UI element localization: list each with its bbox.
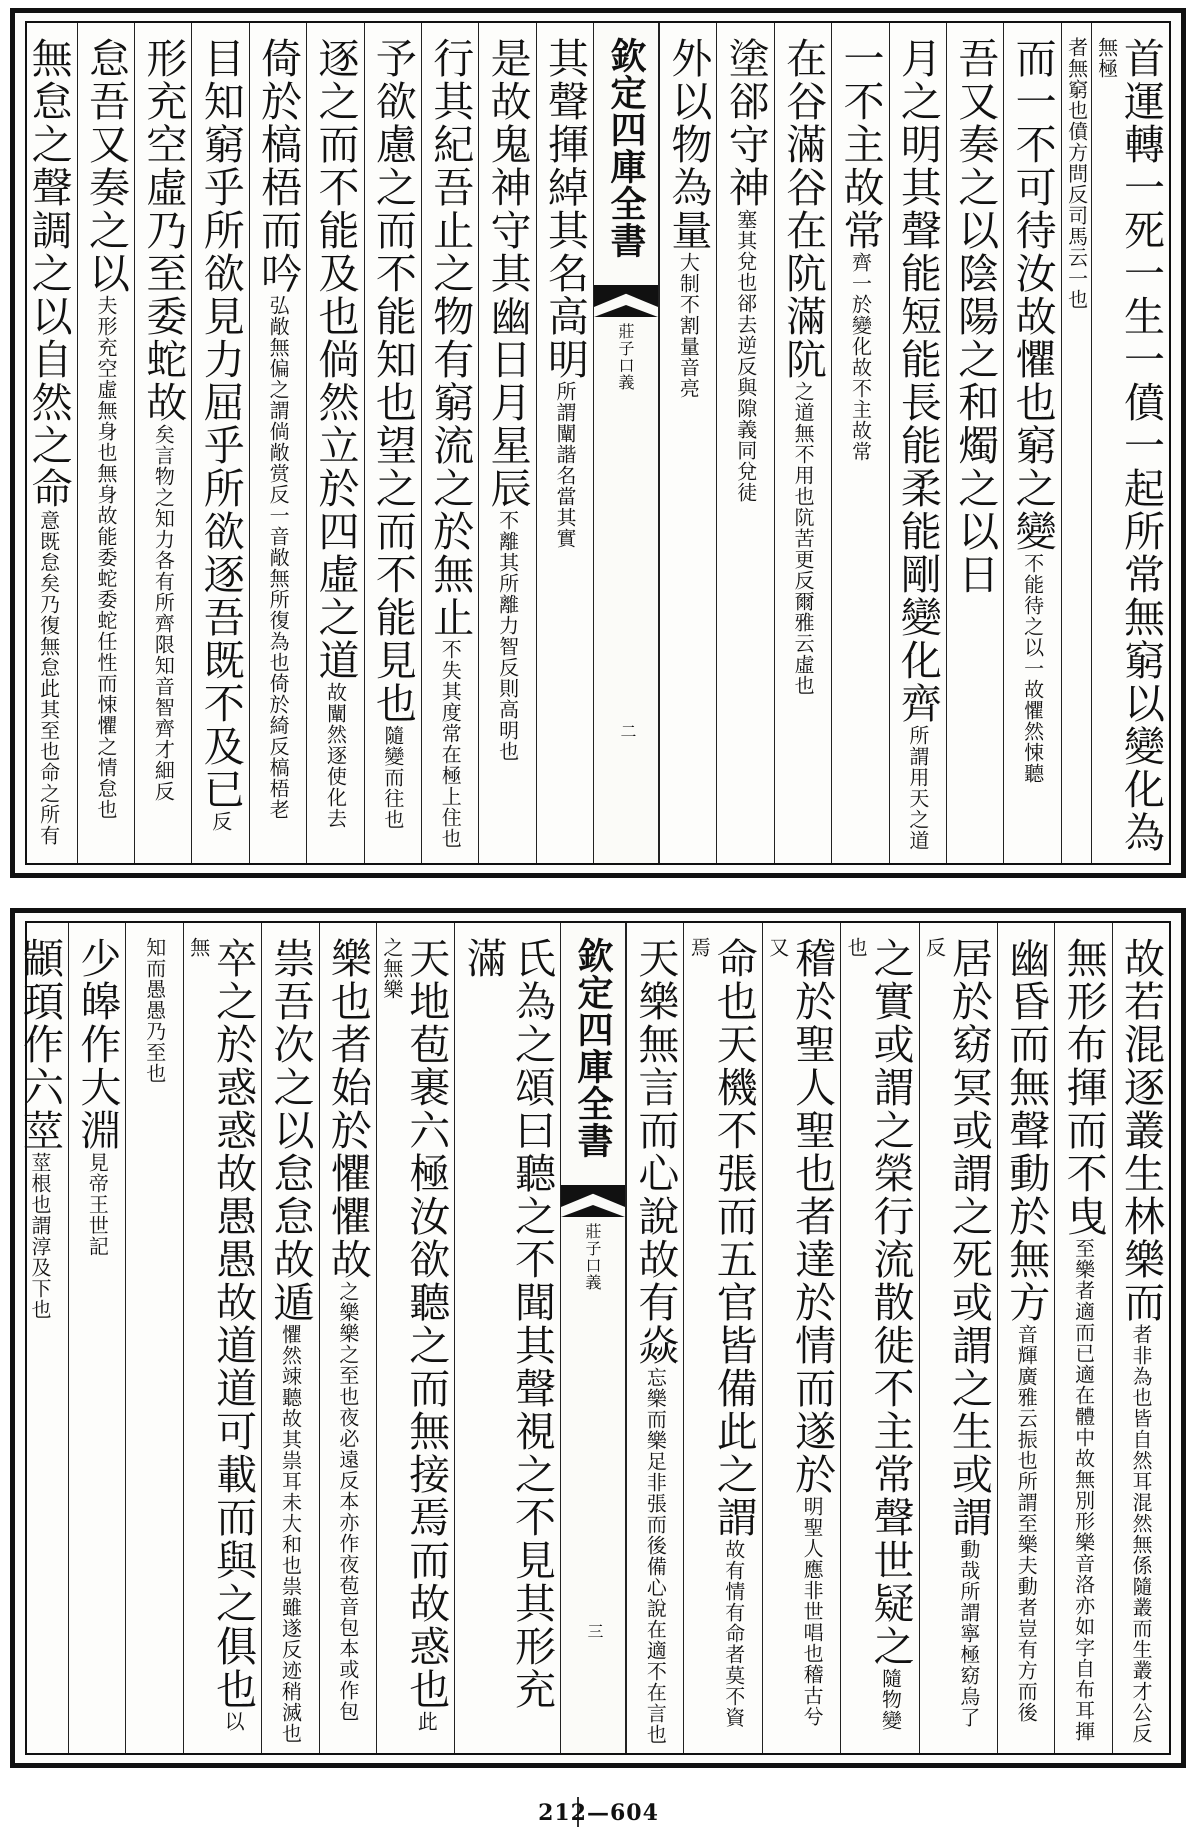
center-spine	[560, 923, 626, 1753]
text-column	[134, 23, 191, 863]
annotation: 故闡然逐使化去	[323, 682, 348, 829]
main-text: 倚於槁梧而吟	[254, 37, 303, 295]
main-text: 怠吾又奏之以	[82, 37, 130, 295]
text-column	[376, 923, 454, 1753]
annotation: 齊一於變化故不主故常	[848, 252, 873, 462]
main-text: 故若混逐叢生林樂而	[1117, 937, 1165, 1324]
main-text: 天地苞裹六極汝欲聽之而無接焉而故惑也	[402, 937, 451, 1711]
text-column	[1061, 23, 1091, 863]
main-text: 樂也者始於懼懼故	[323, 937, 372, 1281]
main-text: 卒之於惑惑故愚愚故道道可載而與之俱也	[209, 937, 258, 1711]
text-column	[683, 923, 761, 1753]
annotation: 意既怠矣乃復無怠此其至也命之所有	[36, 510, 61, 846]
text-column	[478, 23, 535, 863]
main-text: 是故鬼神守其幽日月星辰	[483, 37, 532, 510]
text-column	[716, 23, 773, 863]
annotation: 見帝王世記	[85, 1152, 110, 1257]
text-column	[536, 23, 593, 863]
text-column	[77, 23, 134, 863]
top-page-columns	[25, 21, 1171, 865]
fish-tail-mark	[561, 1185, 625, 1207]
annotation: 動哉所謂寧極窈烏了反	[922, 937, 981, 1728]
annotation: 塞其兌也郤去逆反與隙義同兌徒	[733, 209, 758, 503]
fish-tail-mark-lower	[594, 305, 658, 317]
main-text: 首運轉一死一生一僨一起所常無窮以變化為	[1117, 37, 1165, 854]
text-column	[1091, 23, 1169, 863]
text-column	[191, 23, 248, 863]
annotation: 所謂用天之道	[905, 725, 930, 851]
text-column	[762, 923, 840, 1753]
annotation: 者非為也皆自然耳混然無係隨叢而生叢才公反	[1129, 1324, 1153, 1744]
text-column	[12, 923, 68, 1753]
bottom-page	[10, 908, 1186, 1768]
main-text: 外以物為量	[664, 37, 713, 252]
main-text: 逐之而不能及也倘然立於四虛之道	[311, 37, 360, 682]
folio-number: 三	[585, 1623, 604, 1639]
text-column	[421, 23, 478, 863]
main-text: 形充空虛乃至委蛇故	[139, 37, 188, 424]
bottom-page-columns	[16, 921, 1171, 1755]
book-title: 欽定四庫全書	[572, 937, 614, 1159]
annotation: 大制不割量音亮	[676, 252, 701, 399]
annotation: 懼然竦聽故其祟耳未大和也祟雖遂反迹稍滅也	[278, 1324, 303, 1744]
annotation: 故有情有命者莫不資焉	[687, 937, 746, 1728]
annotation: 明聖人應非世唱也稽古兮又	[765, 937, 825, 1727]
annotation: 隨物變也	[844, 937, 903, 1731]
text-column	[68, 923, 125, 1753]
main-text: 氏為之頌曰聽之不聞其聲視之不見其形充滿	[459, 937, 556, 1711]
text-column	[319, 923, 376, 1753]
top-page	[10, 8, 1186, 878]
text-column	[1003, 23, 1060, 863]
main-text: 命也天機不張而五官皆備此之謂	[709, 937, 758, 1539]
annotation: 隨變而往也	[380, 725, 405, 830]
main-text: 行其紀吾止之物有窮流之於無止	[426, 37, 475, 639]
main-text: 祟吾次之以怠怠故遁	[266, 937, 315, 1324]
main-text: 其聲揮綽其名高明	[541, 37, 589, 381]
main-text: 塗郤守神	[721, 37, 770, 209]
main-text: 少皞作大淵	[73, 937, 122, 1152]
text-column	[249, 23, 306, 863]
main-text: 天樂無言而心說故有焱	[631, 937, 680, 1367]
text-column	[364, 23, 421, 863]
text-column	[626, 923, 683, 1753]
annotation: 之道無不用也阬苦更反爾雅云虛也	[791, 381, 816, 696]
main-text: 之實或謂之榮行流散徙不主常聲世疑之	[866, 937, 915, 1668]
main-text: 月之明其聲能短能長能柔能剛變化齊	[893, 37, 942, 725]
main-text: 幽昏而無聲動於無方	[1002, 937, 1051, 1324]
annotation: 此之無樂	[379, 937, 439, 1732]
text-column	[919, 923, 997, 1753]
main-text: 無怠之聲調之以自然之命	[24, 37, 73, 510]
text-column	[454, 923, 560, 1753]
fish-tail-mark-lower	[561, 1205, 625, 1217]
annotation: 莖根也謂淳及下也	[28, 1152, 52, 1320]
text-column	[1054, 923, 1111, 1753]
text-column	[831, 23, 888, 863]
main-text: 吾又奏之以陰陽之和燭之以日	[951, 37, 1000, 596]
text-column	[261, 923, 318, 1753]
text-column	[946, 23, 1003, 863]
annotation: 所謂闡諧名當其實	[553, 381, 577, 549]
main-text: 目知窮乎所欲見力屈乎所欲逐吾既不及已	[196, 37, 245, 811]
main-text: 予欲慮之而不能知也望之而不能見也	[368, 37, 417, 725]
annotation: 以無	[186, 937, 246, 1732]
annotation: 忘樂而樂足非張而後備心說在適不在言也	[643, 1367, 668, 1745]
fish-tail-mark	[594, 285, 658, 307]
annotation: 無極	[1094, 37, 1119, 79]
text-column	[889, 23, 946, 863]
main-text: 稽於聖人聖也者達於情而遂於	[788, 937, 837, 1496]
annotation: 夫形充空虛無身也無身故能委蛇委蛇任性而悚懼之情怠也	[94, 295, 118, 820]
book-title: 欽定四庫全書	[605, 37, 647, 259]
text-column	[20, 23, 76, 863]
main-text: 一不主故常	[836, 37, 885, 252]
center-spine	[593, 23, 659, 863]
annotation: 不失其度常在極上住也	[438, 639, 463, 849]
text-column	[659, 23, 716, 863]
annotation: 反	[208, 811, 233, 832]
main-text: 居於窈冥或謂之死或謂之生或謂	[944, 937, 993, 1539]
annotation: 不能待之以一故懼然悚聽	[1020, 553, 1045, 784]
text-column	[306, 23, 363, 863]
text-column	[997, 923, 1054, 1753]
annotation: 者無窮也僨方問反司馬云一也	[1064, 37, 1089, 310]
annotation: 之樂樂之至也夜必遠反本亦作夜苞音包本或作包	[335, 1281, 360, 1722]
main-text: 無形布揮而不曳	[1059, 937, 1108, 1238]
text-column	[774, 23, 831, 863]
chapter-title: 莊子口義	[616, 323, 635, 391]
annotation: 矣言物之知力各有所齊限知音智齊才細反	[151, 424, 176, 802]
annotation: 不離其所離力智反則高明也	[495, 510, 520, 762]
page-number: 212—604	[538, 1800, 659, 1826]
main-text: 在谷滿谷在阬滿阬	[779, 37, 828, 381]
chapter-title: 莊子口義	[583, 1223, 602, 1291]
main-text: 顓頊作六莖	[16, 937, 64, 1152]
text-column	[1112, 923, 1169, 1753]
text-column	[125, 923, 182, 1753]
annotation: 至樂者適而已適在體中故無別形樂音洛亦如字自布耳揮	[1071, 1238, 1096, 1742]
annotation: 知而愚愚乃至也	[142, 937, 167, 1084]
annotation: 弘敞無偏之謂倘敞赏反一音敞無所復為也倚於綺反槁梧老	[266, 295, 291, 820]
text-column	[183, 923, 261, 1753]
main-text: 而一不可待汝故懼也窮之變	[1008, 37, 1057, 553]
text-column	[840, 923, 918, 1753]
annotation: 音輝廣雅云振也所謂至樂夫動者豈有方而後	[1014, 1324, 1039, 1723]
folio-number: 二	[618, 723, 637, 739]
